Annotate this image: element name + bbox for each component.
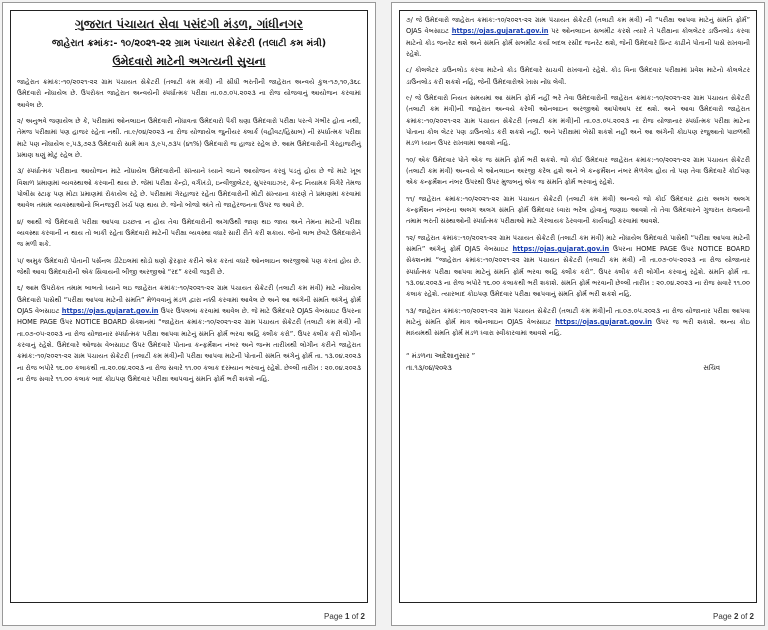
document-page-2	[391, 2, 765, 626]
closing-line: “ મંડળના આદેશાનુસાર ”	[406, 351, 476, 360]
signatory-title: સચિવ	[703, 364, 720, 373]
paragraph-3: ૩/ સ્પર્ધાત્મક પરીક્ષાના આયોજન માટે નોંધાયેલ ઉમેદવારોની સંખ્યાને ધ્યાને લઇને આયોજન કરવું પડતું હોય છે જે માટે ખૂબ વિશાળ પ્રમાણમાં વ્યવસ્થાઓ કરવાની થાય છે. જેમાં પરીક્ષા કેન્દ્રો, વર્ગખંડો, ઇન્વીજીલેટર, સુપરવાઇઝર, કેન્દ્ર નિયામક વિગેરે તેમજ પોલીસ સ્ટાફ પણ મોટા પ્રમાણમાં રોકાયેલ રહે છે. પરીક્ષામાં ગેરહાજર રહેતા ઉમેદવારોની મોટી સંખ્યાના કારણે તે પ્રમાણમાં કરવામાં આવેલ તમામ વ્યવસ્થાઓનો બિનજરૂરી ખર્ચ પણ થાય છે. જેનો બોજો અંતે તો જાહેરજનતા ઉપર જ આવે છે.	[17, 167, 361, 210]
footer-total-pages: 2	[360, 612, 365, 621]
footer-of: of	[351, 612, 359, 621]
paragraph-12-text-a: ૧૨/ જાહેરાત ક્રમાંક:-૧૦/૨૦૨૧-૨૨ ગ્રામ પંચાયત સેક્રેટરી (તલાટી કમ મંત્રી) માટે નોંધાયેલ ઉમેદવારો પાસેથી “પરીક્ષા આપવા માટેની સંમતિ” અંગેનું ફોર્મ OJAS વેબસાઇટ	[406, 233, 750, 253]
ojas-link[interactable]: https://ojas.gujarat.gov.in	[61, 306, 159, 315]
paragraph-10: ૧૦/ એક ઉમેદવાર પોતે એક જ સંમતિ ફોર્મ ભરી શકશે. જો કોઈ ઉમેદવાર જાહેરાત ક્રમાંક:-૧૦/૨૦૨૧-૨૨ ગ્રામ પંચાયત સેક્રેટરી (તલાટી કમ મંત્રી) અન્વયે બે ઓનલાઇન અરજી કરેલ હશે અને બે કન્ફર્મેશન નંબર મેળવેલ હોય તો પણ તેવા ઉમેદવારે કોઈપણ એક કન્ફર્મેશન નંબર ઉપરથી ઉપર મુજબનું એક જ સંમતિ ફોર્મ ભરવાનું રહેશે.	[406, 155, 750, 187]
footer-label: Page	[324, 612, 343, 621]
ojas-link[interactable]: https://ojas.gujarat.gov.in	[512, 244, 610, 253]
paragraph-6-text-a: ૬/ આમ ઉપરોક્ત તમામ બાબતો ધ્યાને લઇ જાહેરાત ક્રમાંક:-૧૦/૨૦૨૧-૨૨ ગ્રામ પંચાયત સેક્રેટરી (તલાટી કમ મંત્રી) માટે નોંધાયેલ ઉમેદવારો પાસેથી “પરીક્ષા આપવા માટેની સંમતિ” મેળવવાનું મંડળ દ્વારા નક્કી કરવામાં આવેલ છે અને આ અંગેની સંમતિ અંગેનું ફોર્મ OJAS વેબસાઇટ	[17, 284, 361, 315]
paragraph-5: ૫/ અમુક ઉમેદવારો પોતાની પર્સનલ ડીટેઇલમાં થોડો ઘણો ફેરફાર કરીને એક કરતાં વધારે ઓનલાઇન અરજીઓ પણ કરતાં હોય છે. જેથી આવા ઉમેદવારોની એક સિવાયની બીજી અરજીઓ “રદ” કરવી જરૂરી છે.	[17, 256, 361, 276]
notice-heading: ઉમેદવારો માટેની અગત્યની સુચના	[112, 55, 266, 68]
paragraph-7-text-a: ૭/ જે ઉમેદવારો જાહેરાત ક્રમાંક:-૧૦/૨૦૨૧-૨૨ ગ્રામ પંચાયત સેક્રેટરી (તલાટી કમ મંત્રી) ની “પરીક્ષા આપવા માટેનું સંમતિ ફોર્મ” OJAS વેબસાઇટ	[406, 16, 750, 36]
document-page-1	[2, 2, 376, 626]
header-title: ગુજરાત પંચાયત સેવા પસંદગી મંડળ, ગાંધીનગર	[75, 17, 303, 31]
paragraph-6	[17, 283, 361, 385]
header-subtitle: જાહેરાત ક્રમાંક:- ૧૦/૨૦૨૧-૨૨ ગ્રામ પંચાયત સેક્રેટરી (તલાટી કમ મંત્રી)	[51, 38, 327, 49]
paragraph-4: ૪/ આથી જે ઉમેદવારો પરીક્ષા આપવા ઇચ્છતા ન હોય તેવા ઉમેદવારોની અગાઉથી જાણ થઇ જાય અને તેમના માટેની પરીક્ષા વ્યવસ્થા કરવાની ન થાય તો બાકી રહેતા ઉમેદવારો માટેની પરીક્ષા વ્યવસ્થા વધારે સારી રીતે કરી શકાય. જેનો લાભ છેવટે ઉમેદવારોને જ મળી શકે.	[17, 217, 361, 249]
paragraph-12-text-b: ઉપરના HOME PAGE ઉપર NOTICE BOARD સેક્શનમાં “જાહેરાત ક્રમાંક:-૧૦/૨૦૨૧-૨૨ ગ્રામ પંચાયત સેક્રેટરી (તલાટી કમ મંત્રી) ની તા.૦૭-૦૫-૨૦૨૩ ના રોજ યોજાનાર સ્પર્ધાત્મક પરીક્ષા આપવા માટેનું સંમતિ ફોર્મ ભરવા અહિં ક્લીક કરો”. ઉપર ક્લીક કરી લોગીન કરવાનું રહેશે. સંમતિ ફોર્મ તા. ૧૩.૦૪.૨૦૨૩ ના રોજ બપોરે ૧૬.૦૦ કલાકથી ભરી શકાશે. સંમતિ ફોર્મ ભરવાની છેલ્લી તારીખ : ૨૦.૦૪.૨૦૨૩ ના રોજ સવારે ૧૧.૦૦ કલાક રહેશે. ત્યારબાદ કોઇપણ ઉમેદવાર પરીક્ષા આપવાનું સંમતિ ફોર્મ ભરી શકશે નહિ.	[406, 244, 750, 299]
footer-of: of	[740, 612, 748, 621]
footer-current-page: 1	[344, 612, 350, 621]
page-number	[713, 612, 754, 621]
paragraph-1: જાહેરાત ક્રમાંક:-૧૦/૨૦૨૧-૨૨ ગ્રામ પંચાયત સેક્રેટરી (તલાટી કમ મંત્રી) ની સીધી ભરતીની જાહેરાત અન્વયે કુલ-૧૭,૧૦,૩૬૮ ઉમેદવારો નોંધાયેલ છે. ઉપરોક્ત જાહેરાત અન્વયેની સ્પર્ધાત્મક પરીક્ષા તા.૦૭.૦૫.૨૦૨૩ ના રોજ યોજવાનું આયોજન કરવામાં આવેલ છે.	[17, 78, 361, 109]
page-border	[10, 10, 368, 603]
issue-date: તા.૧૩/૦૪/૨૦૨૩	[406, 364, 452, 373]
footer-current-page: 2	[733, 612, 739, 621]
signature-block	[406, 350, 750, 376]
paragraph-13-text-b: ઉપર જ ભરી શકાશે. અન્ય કોઇ માધ્યમથી સંમતિ ફોર્મ મંડળ ધ્વારા સ્વીકારવામાં આવશે નહિ.	[406, 317, 751, 338]
footer-total-pages: 2	[749, 612, 754, 621]
paragraph-9: ૯/ જે ઉમેદવારો નિયત સમયમાં આ સંમતિ ફોર્મ નહીં ભરે તેવા ઉમેદવારોની જાહેરાત ક્રમાંક:-૧૦/૨૦૨૧-૨૨ ગ્રામ પંચાયત સેક્રેટરી (તલાટી કમ મંત્રી)ની જાહેરાત અન્વયે કરેલી ઓનલાઇન અરજીઓ આપોઆપ રદ થશે. અને આવા ઉમેદવારો જાહેરાત ક્રમાંક:-૧૦/૨૦૨૧-૨૨ ગ્રામ પંચાયત સેક્રેટરી (તલાટી કમ મંત્રી)ની તા.૦૭.૦૫.૨૦૨૩ ના રોજ યોજાનાર સ્પર્ધાત્મક પરીક્ષા માટેના પોતાના કોલ લેટર પણ ડાઉનલોડ કરી શકશે નહીં. અને પરીક્ષામાં બેસી શકશે નહીં અને આ અંગેની કોઇપણ રજુઆતો પાછળથી મંડળ ધ્યાન ઉપર રાખવામાં આવશે નહિ.	[406, 93, 750, 148]
paragraph-8: ૮/ કોલલેટર ડાઉનલોડ કરવા માટેનો કોડ ઉમેદવારે સાચવી રાખવાનો રહેશે. કોડ વિના ઉમેદવાર પરીક્ષામાં પ્રવેશ માટેનો કોલલેટર ડાઉનલોડ કરી શકશે નહિં, જેની ઉમેદવારોએ ખાસ નોંધ લેવી.	[406, 66, 750, 86]
ojas-link[interactable]: https://ojas.gujarat.gov.in	[451, 27, 549, 36]
paragraph-13-text-a: ૧૩/ જાહેરાત ક્રમાંક:-૧૦/૨૦૨૧-૨૨ ગ્રામ પંચાયત સેક્રેટરી (તલાટી કમ મંત્રી)ની તા.૦૭.૦૫.૨૦૨૩ ના રોજ યોજાનાર પરીક્ષા આપવા માટેનું સંમતિ ફોર્મ માત્ર ઓનલાઇન OJAS વેબસાઇટ	[406, 306, 750, 326]
paragraph-2: ૨/ અનુભવે જણાયેલ છે કે, પરીક્ષામાં ઓનલાઇન ઉમેદવારી નોંધાવતા ઉમેદવારો પૈકી ઘણા ઉમેદવારો પરીક્ષા પરત્વે ગંભીર હોતા નથી, તેમજ પરીક્ષામાં પણ હાજર રહેતા નથી. તા.૯/૦૪/૨૦૨૩ ના રોજ યોજાયેલ જુનીયર ક્લાર્ક (વહીવટ/હિસાબ) ની સ્પર્ધાત્મક પરીક્ષા માટે પણ નોંધાયેલ ૯,૫૩,૭૨૩ ઉમેદવારો સામે માત્ર ૩,૯૫,૭૩૫ (૪૧%) ઉમેદવારો જ હાજર રહેલ છે. આમ ઉમેદવારોની ગેરહાજરીનું પ્રમાણ ઘણું મોટું રહેલ છે.	[17, 116, 361, 159]
footer-label: Page	[713, 612, 732, 621]
paragraph-6-text-b: ઉપર ઉપલબ્ધ કરવામાં આવેલ છે. જે માટે ઉમેદવારે OJAS વેબસાઇટ ઉપરના HOME PAGE ઉપર NOTICE BOARD સેક્શનમાં “જાહેરાત ક્રમાંક:-૧૦/૨૦૨૧-૨૨ ગ્રામ પંચાયત સેક્રેટરી (તલાટી કમ મંત્રી) ની તા.૦૭-૦૫-૨૦૨૩ ના રોજ યોજાનાર સ્પર્ધાત્મક પરીક્ષા આપવા માટેનું સંમતિ ફોર્મ ભરવા અહિં ક્લીક કરો”. ઉપર ક્લીક કરી લોગીન કરવાનું રહેશે. ઉમેદવારે ઓજસ વેબસાઇટ ઉપર ઉમેદવારે પોતાના કન્ફર્મેશન નંબર અને જન્મ તારીખથી લોગીન કરીને જાહેરાત ક્રમાંક:-૧૦/૨૦૨૧-૨૨ ગ્રામ પંચાયત સેક્રેટરી (તલાટી કમ મંત્રી)ની પરીક્ષા આપવા માટેની પોતાની સંમતિ અંગેનું ફોર્મ તા. ૧૩.૦૪.૨૦૨૩ ના રોજ બપોરે ૧૬.૦૦ કલાકથી તા.૨૦.૦૪.૨૦૨૩ ના રોજ સવારે ૧૧.૦૦ કલાક દરમ્યાન ભરવાનું રહેશે. છેલ્લી તારીખ : ૨૦.૦૪.૨૦૨૩ ના રોજ સવારે ૧૧.૦૦ કલાક બાદ કોઇપણ ઉમેદવાર પરીક્ષા આપવાનું સંમતિ ફોર્મ ભરી શકશે નહિ.	[17, 306, 361, 383]
paragraph-12	[406, 233, 750, 301]
paragraph-7-text-b: પર ઓનલાઇન સબમીટ કરશે ત્યારે તે પરીક્ષાના કોલલેટર ડાઉનલોડ કરવા માટેનો કોડ જનરેટ થશે અને સંમતિ ફોર્મ સબમીટ કર્યા બદલ રસીદ જનરેટ થશે, જેની ઉમેદવારે પ્રિન્ટ કાઢીને પોતાની પાસે રાખવાની રહેશે.	[406, 27, 751, 58]
ojas-link[interactable]: https://ojas.gujarat.gov.in	[555, 317, 652, 326]
page-number	[324, 612, 365, 621]
paragraph-11: ૧૧/ જાહેરાત ક્રમાંક:-૧૦/૨૦૨૧-૨૨ ગ્રામ પંચાયત સેક્રેટરી (તલાટી કમ મંત્રી) અન્વયે જો કોઈ ઉમેદવાર દ્વારા અલગ અલગ કન્ફર્મેશન નંબરના અલગ અલગ સંમતિ ફોર્મ ઉમેદવાર ધ્વારા ભરેલ હોવાનું જણાઇ આવશે તો તેવા ઉમેદવારને ગુજરાત રાજ્યની તમામ ભરતી સંસ્થાઓની સ્પર્ધાત્મક પરીક્ષાઓ માટે ગેરલાયક ઠેરવવાની કાર્યવાહી કરવામાં આવશે.	[406, 194, 750, 226]
page-border	[399, 10, 757, 603]
paragraph-7	[406, 15, 750, 60]
paragraph-13	[406, 306, 750, 340]
